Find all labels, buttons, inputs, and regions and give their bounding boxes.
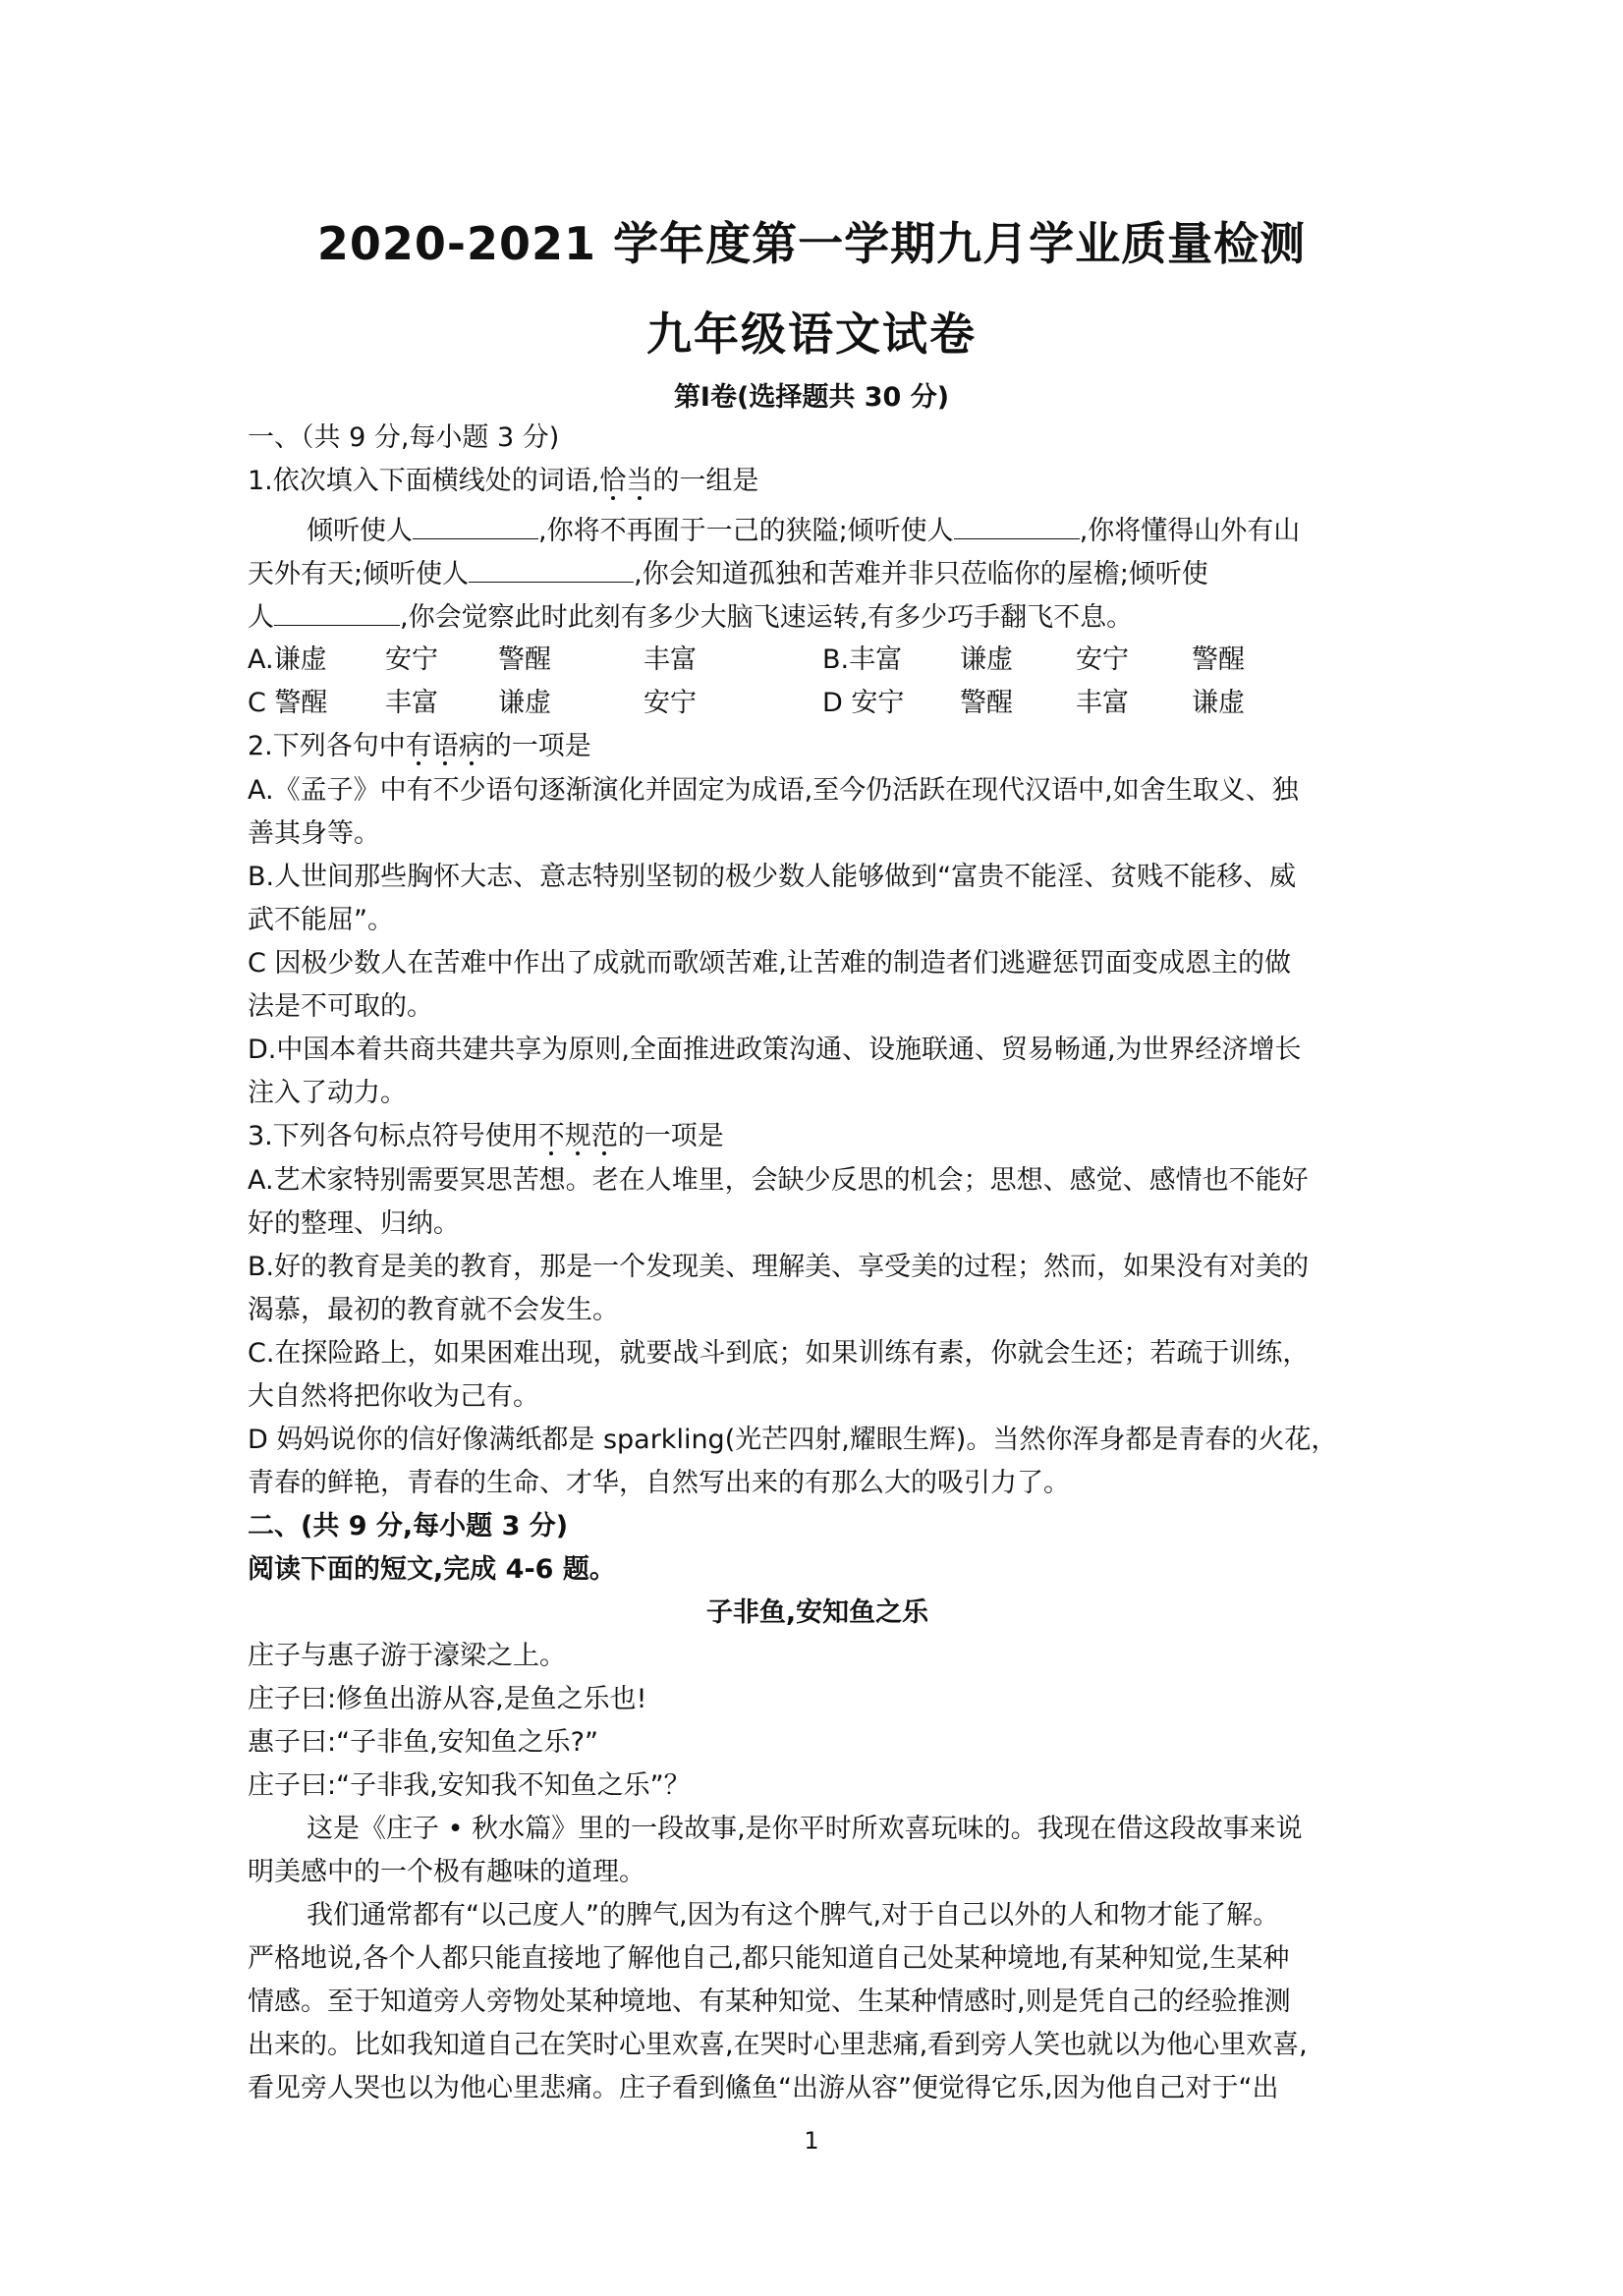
option-a: A.谦虚 — [248, 644, 327, 675]
q2-stem: 2.下列各句中有语病的一项是 — [248, 731, 591, 761]
section-title: 第Ⅰ卷(选择题共 30 分) — [673, 382, 950, 413]
q3-line: C.在探险路上，如果困难出现，就要战斗到底；如果训练有素，你就会生还；若疏于训练， — [248, 1338, 1310, 1369]
emphasis-dots: 不规范 — [537, 1121, 618, 1151]
q1-passage-line: 人 ,你会觉察此时此刻有多少大脑飞速运转,有多少巧手翻飞不息。 — [248, 595, 1387, 639]
part2-instruction: 阅读下面的短文,完成 4-6 题。 — [248, 1554, 616, 1585]
q3-line: 青春的鲜艳，青春的生命、才华，自然写出来的有那么大的吸引力了。 — [248, 1468, 1070, 1498]
q3-line: D 妈妈说你的信好像满纸都是 sparkling(光芒四射,耀眼生辉)。当然你浑身都是青春的火花， — [248, 1425, 1338, 1455]
emphasis-dots: 恰当 — [599, 466, 653, 496]
q3-stem: 3.下列各句标点符号使用不规范的一项是 — [248, 1121, 724, 1151]
q1-options-row — [248, 639, 1387, 682]
q3-line: 渴慕，最初的教育就不会发生。 — [248, 1295, 619, 1325]
part2-heading: 二、(共 9 分,每小题 3 分) — [248, 1511, 569, 1541]
passage-paragraph-line: 明美感中的一个极有趣味的道理。 — [248, 1857, 645, 1887]
passage-paragraph-line: 我们通常都有“以己度人”的脾气,因为有这个脾气,对于自己以外的人和物才能了解。 — [307, 1900, 1280, 1931]
passage-paragraph-line: 情感。至于知道旁人旁物处某种境地、有某种知觉、生某种情感时,则是凭自己的经验推测 — [248, 1987, 1291, 2017]
q2-line: 善其身等。 — [248, 818, 380, 849]
page-number: 1 — [804, 2127, 819, 2155]
option-word: 警醒 — [960, 688, 1013, 718]
q1-options-row — [248, 682, 1387, 725]
passage-line: 庄子曰:修鱼出游从容,是鱼之乐也! — [248, 1684, 647, 1714]
q1-passage-line: 天外有天;倾听使人 ,你会知道孤独和苦难并非只莅临你的屋檐;倾听使 — [248, 552, 1387, 595]
q1-passage-line: 倾听使人 ,你将不再囿于一己的狭隘;倾听使人 ,你将懂得山外有山 — [248, 509, 1387, 552]
option-word: 安宁 — [385, 644, 438, 675]
option-word: 丰富 — [1076, 688, 1129, 718]
passage-paragraph-line: 这是《庄子 • 秋水篇》里的一段故事,是你平时所欢喜玩味的。我现在借这段故事来说 — [307, 1814, 1303, 1844]
q3-line: 好的整理、归纳。 — [248, 1208, 460, 1239]
q3-line: 大自然将把你收为己有。 — [248, 1381, 539, 1412]
q3-line: B.好的教育是美的教育，那是一个发现美、理解美、享受美的过程；然而，如果没有对美的 — [248, 1252, 1310, 1282]
option-word: 丰富 — [644, 644, 697, 675]
q3-line: A.艺术家特别需要冥思苦想。老在人堆里，会缺少反思的机会；思想、感觉、感情也不能好 — [248, 1165, 1309, 1196]
option-c: C 警醒 — [248, 688, 328, 718]
option-d: D 安宁 — [822, 688, 905, 718]
option-b: B.丰富 — [822, 644, 903, 675]
answer-blank — [413, 509, 538, 539]
passage-paragraph-line: 出来的。比如我知道自己在笑时心里欢喜,在哭时心里悲痛,看到旁人笑也就以为他心里欢喜, — [248, 2030, 1308, 2060]
answer-blank — [954, 509, 1080, 539]
q2-line: C 因极少数人在苦难中作出了成就而歌颂苦难,让苦难的制造者们逃避惩罚面变成恩主的做 — [248, 948, 1292, 979]
q2-line: A.《孟子》中有不少语句逐渐演化并固定为成语,至今仍活跃在现代汉语中,如舍生取义、独 — [248, 775, 1299, 806]
option-word: 丰富 — [385, 688, 438, 718]
option-word: 警醒 — [498, 644, 551, 675]
answer-blank — [274, 595, 400, 626]
option-word: 谦虚 — [498, 688, 551, 718]
passage-line: 庄子与惠子游于濠梁之上。 — [248, 1641, 566, 1671]
option-word: 警醒 — [1192, 644, 1245, 675]
passage-line: 惠子曰:“子非鱼,安知鱼之乐?” — [248, 1727, 598, 1758]
emphasis-dots: 有语病 — [405, 731, 485, 761]
option-word: 安宁 — [1076, 644, 1129, 675]
q2-line: B.人世间那些胸怀大志、意志特别坚韧的极少数人能够做到“富贵不能淫、贫贱不能移、威 — [248, 862, 1297, 892]
passage-paragraph-line: 严格地说,各个人都只能直接地了解他自己,都只能知道自己处某种境地,有某种知觉,生某种 — [248, 1943, 1290, 1974]
exam-title: 2020-2021 学年度第一学期九月学业质量检测 — [316, 217, 1307, 270]
exam-body — [248, 417, 1387, 2110]
option-word: 谦虚 — [1192, 688, 1245, 718]
q2-line: 法是不可取的。 — [248, 991, 433, 1022]
q2-line: 武不能屈”。 — [248, 905, 394, 935]
passage-line: 庄子曰:“子非我,安知我不知鱼之乐”？ — [248, 1770, 691, 1801]
option-word: 谦虚 — [960, 644, 1013, 675]
part1-heading: 一、（共 9 分,每小题 3 分) — [248, 422, 560, 453]
passage-title: 子非鱼,安知鱼之乐 — [705, 1597, 929, 1628]
answer-blank — [469, 552, 634, 583]
q1-stem: 1.依次填入下面横线处的词语,恰当的一组是 — [248, 466, 759, 496]
passage-paragraph-line: 看见旁人哭也以为他心里悲痛。庄子看到鯈鱼“出游从容”便觉得它乐,因为他自己对于“出 — [248, 2073, 1279, 2103]
q2-line: 注入了动力。 — [248, 1078, 407, 1108]
q2-line: D.中国本着共商共建共享为原则,全面推进政策沟通、设施联通、贸易畅通,为世界经济增长 — [248, 1035, 1302, 1065]
exam-subtitle: 九年级语文试卷 — [646, 308, 977, 361]
option-word: 安宁 — [644, 688, 697, 718]
